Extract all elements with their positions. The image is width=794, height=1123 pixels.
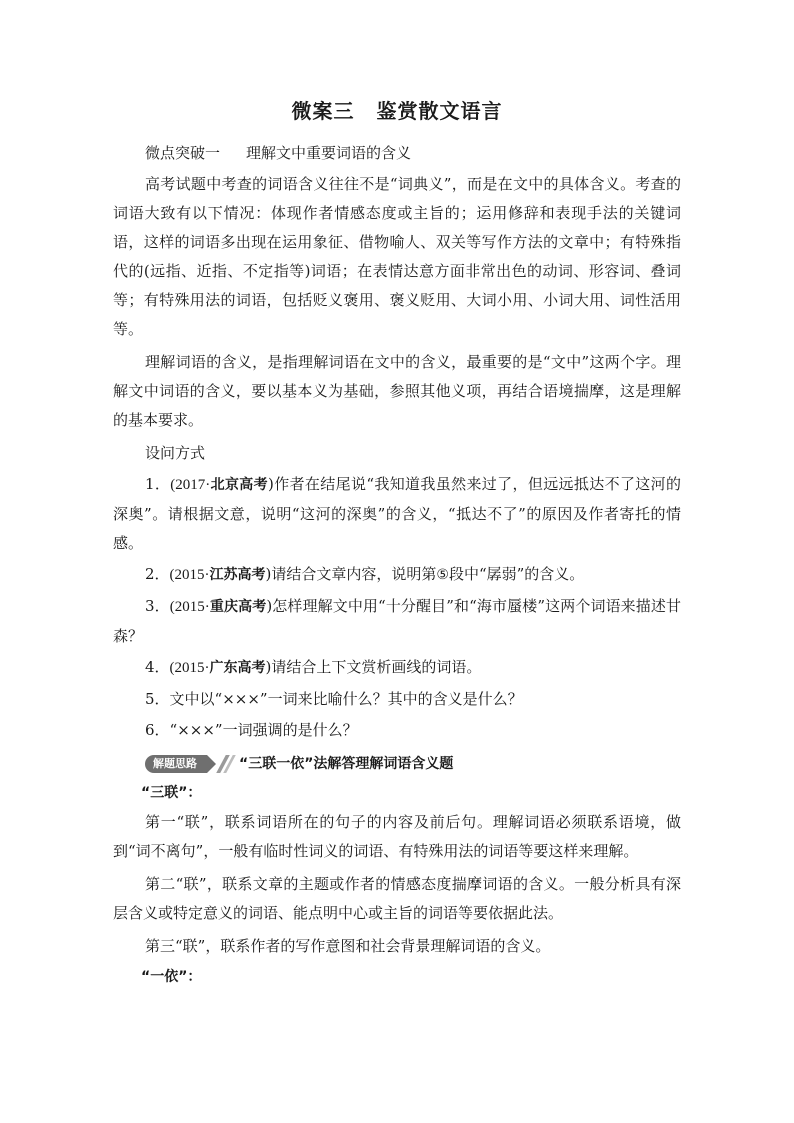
question-source: 广东高考: [209, 660, 266, 676]
question-item-6: [113, 716, 681, 745]
san-lian-paragraph-3: 第三“联”，联系作者的写作意图和社会背景理解词语的含义。: [145, 937, 551, 955]
question-item-5: [113, 685, 681, 714]
question-number: 6．: [145, 721, 170, 739]
yi-yi-label: “一依”：: [141, 969, 202, 985]
solution-tip-banner: [113, 751, 681, 777]
question-item-4: [113, 653, 681, 683]
tip-title: “三联一依”法解答理解词语含义题: [239, 756, 454, 772]
question-item-3: [113, 592, 681, 651]
san-lian-paragraph-1: 第一“联”，联系词语所在的句子的内容及前后句。理解词语必须联系语境，做到“词不离句”，一般有临时性词义的词语、有特殊用法的词语等要这样来理解。: [113, 813, 681, 860]
question-year: (2015·: [169, 660, 210, 676]
question-text: )请结合上下文赏析画线的词语。: [265, 658, 482, 676]
question-item-2: [113, 560, 681, 590]
question-number: 3．: [145, 597, 170, 615]
question-source: 江苏高考: [209, 567, 266, 583]
question-year: (2015·: [169, 599, 210, 615]
question-text: )作者在结尾说“我知道我虽然来过了，但远远抵达不了这河的深奥”。请根据文意，说明“这河的深奥”的含义，“抵达不了”的原因及作者寄托的情感。: [113, 475, 682, 552]
intro-paragraph-1: 高考试题中考查的词语含义往往不是“词典义”，而是在文中的具体含义。考查的词语大致有以下情况：体现作者情感态度或主旨的；运用修辞和表现手法的关键词语，这样的词语多出现在运用象征、借物喻人、双关等写作方法的文章中；有特殊指代的(远指、近指、不定指等)词语；在表情达意方面非常出色的动词、形容词、叠词等；有特殊用法的词语，包括贬义褒用、褒义贬用、大词小用、小词大用、词性活用等。: [113, 175, 681, 338]
question-source: 北京高考: [210, 477, 269, 493]
question-number: 4．: [145, 658, 170, 676]
san-lian-label: “三联”：: [141, 785, 202, 801]
question-source: 重庆高考: [209, 599, 267, 615]
question-number: 2．: [145, 565, 170, 583]
question-text: “×××”一词强调的是什么？: [169, 721, 358, 739]
section-label: 微点突破一: [145, 144, 221, 162]
question-text: 文中以“×××”一词来比喻什么？其中的含义是什么？: [169, 690, 523, 708]
question-year: (2015·: [169, 567, 210, 583]
question-text: )请结合文章内容，说明第: [265, 565, 437, 583]
intro-paragraph-2: 理解词语的含义，是指理解词语在文中的含义，最重要的是“文中”这两个字。理解文中词语的含义，要以基本义为基础，参照其他义项，再结合语境揣摩，这是理解的基本要求。: [113, 353, 681, 429]
title-part-1: 微案三: [291, 99, 355, 123]
san-lian-paragraph-2: 第二“联”，联系文章的主题或作者的情感态度揣摩词语的含义。一般分析具有深层含义或特定意义的词语、能点明中心或主旨的词语等要依据此法。: [113, 875, 681, 922]
question-text: 段中“孱弱”的含义。: [448, 565, 585, 583]
question-item-1: [113, 470, 681, 558]
page-title: [113, 95, 681, 127]
document-page: [113, 95, 681, 992]
questions-heading: 设问方式: [145, 444, 206, 462]
question-text: )怎样理解文中用“十分醒目”和“海市蜃楼”这两个词语来描述甘森？: [113, 597, 682, 645]
circled-number: ⑤: [436, 567, 449, 583]
question-number: 1．: [145, 475, 171, 493]
section-name: 理解文中重要词语的含义: [246, 144, 412, 162]
title-part-2: 鉴赏散文语言: [376, 99, 503, 123]
section-heading: [113, 139, 681, 168]
question-year: (2017·: [170, 477, 211, 493]
tip-badge: 解题思路: [145, 755, 207, 773]
question-number: 5．: [145, 690, 170, 708]
